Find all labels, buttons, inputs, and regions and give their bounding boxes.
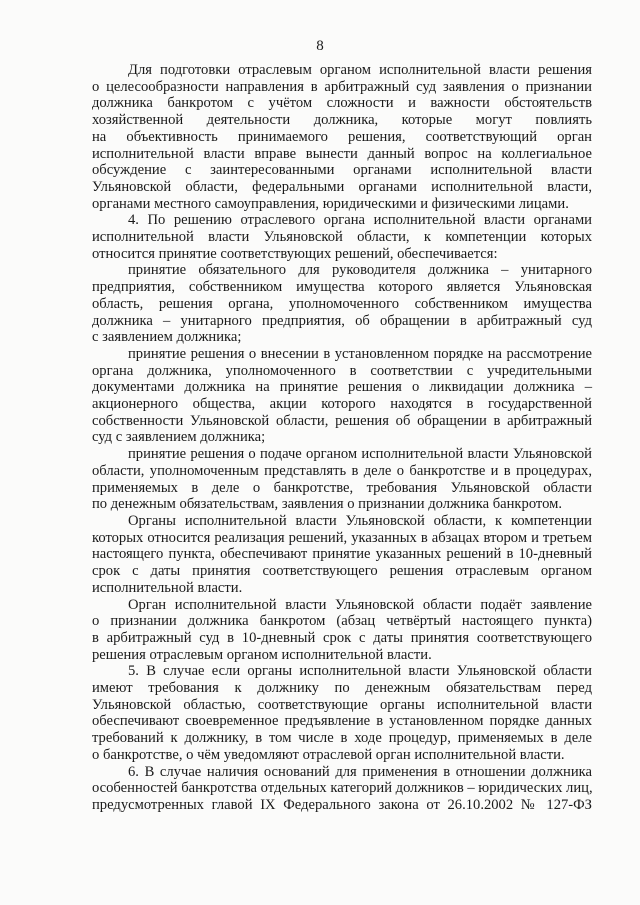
text-line: должника банкротом с учётом сложности и важности обстоятельств — [92, 95, 592, 112]
page-number: 8 — [316, 38, 324, 54]
text-line: исполнительной власти. — [92, 579, 243, 596]
text-line: которых относится реализация решений, указанных в абзацах втором и третьем — [92, 529, 592, 546]
paragraph — [92, 62, 592, 212]
text-line: принятие обязательного для руководителя должника – унитарного — [128, 262, 592, 279]
paragraph — [92, 597, 592, 664]
text-line: собственности Ульяновской области, решения об обращении в арбитражный — [92, 412, 592, 429]
paragraph — [92, 764, 592, 814]
text-line: область, решения органа, уполномоченного собственником имущества — [92, 295, 592, 312]
text-line: исполнительной власти Ульяновской области, к компетенции которых — [92, 229, 592, 246]
text-line: настоящего пункта, обеспечивают принятие указанных решений в 10-дневный — [92, 546, 592, 563]
text-line: 6. В случае наличия оснований для применения в отношении должника — [128, 763, 592, 780]
text-line: Для подготовки отраслевым органом исполнительной власти решения — [128, 62, 592, 78]
text-line: принятие решения о внесении в установленном порядке на рассмотрение — [128, 345, 592, 362]
text-line: 5. В случае если органы исполнительной власти Ульяновской области — [128, 663, 592, 680]
text-line: в арбитражный суд в 10-дневный срок с даты принятия соответствующего — [92, 629, 592, 646]
text-line: хозяйственной деятельности должника, которые могут повлиять — [92, 112, 592, 129]
text-line: органами местного самоуправления, юридическими и физическими лицами. — [92, 195, 569, 212]
text-line: области, уполномоченным представлять в деле о банкротстве и в процедурах, — [92, 462, 592, 479]
text-line: по денежным обязательствам, заявления о признании должника банкротом. — [92, 496, 563, 513]
text-line: предприятия, собственником имущества которого является Ульяновская — [92, 279, 592, 296]
text-line: предусмотренных главой IX Федерального закона от 26.10.2002 № 127-ФЗ — [92, 796, 592, 813]
text-line: органа должника, уполномоченного в соответствии с учредительными — [92, 362, 592, 379]
text-line: Орган исполнительной власти Ульяновской области подаёт заявление — [128, 596, 592, 613]
paragraph — [92, 262, 592, 346]
text-line: особенностей банкротства отдельных категорий должников – юридических лиц, — [92, 780, 593, 797]
text-line: принятие решения о подаче органом исполнительной власти Ульяновской — [128, 446, 592, 463]
text-line: Органы исполнительной власти Ульяновской области, к компетенции — [128, 512, 592, 529]
text-line: акционерного общества, акции которого находятся в государственной — [92, 396, 592, 413]
text-line: суд с заявлением должника; — [92, 429, 266, 446]
text-line: с заявлением должника; — [92, 329, 242, 346]
text-line: решения отраслевым органом исполнительной власти. — [92, 646, 432, 663]
text-line: Ульяновской области, федеральными органами исполнительной власти, — [92, 178, 592, 195]
text-line: срок с даты принятия соответствующего решения отраслевым органом — [92, 563, 592, 580]
text-line: о признании должника банкротом (абзац четвёртый настоящего пункта) — [92, 613, 592, 630]
text-line: должника – унитарного предприятия, об обращении в арбитражный суд — [92, 312, 592, 329]
text-line: на объективность принимаемого решения, соответствующий орган — [92, 128, 592, 145]
text-line: применяемых в деле о банкротстве, требования Ульяновской области — [92, 479, 592, 496]
text-line: обеспечивают своевременное предъявление в установленном порядке данных — [92, 713, 592, 730]
text-line: требований к должнику, в том числе в ходе процедур, применяемых в деле — [92, 730, 592, 747]
text-line: о целесообразности направления в арбитражный суд заявления о признании — [92, 78, 592, 95]
text-line: имеют требования к должнику по денежным обязательствам перед — [92, 680, 592, 697]
document-body — [92, 62, 592, 814]
text-line: исполнительной власти вправе вынести данный вопрос на коллегиальное — [92, 145, 592, 162]
text-line: Ульяновской областью, соответствующие органы исполнительной власти — [92, 696, 592, 713]
paragraph — [92, 513, 592, 597]
paragraph — [92, 446, 592, 513]
paragraph — [92, 663, 592, 763]
text-line: 4. По решению отраслевого органа исполнительной власти органами — [128, 212, 592, 229]
text-line: документами должника на принятие решения о ликвидации должника – — [92, 379, 592, 396]
text-line: относится принятие соответствующих решений, обеспечивается: — [92, 245, 498, 262]
paragraph — [92, 212, 592, 262]
text-line: о банкротстве, о чём уведомляют отраслевой орган исполнительной власти. — [92, 746, 565, 763]
paragraph — [92, 346, 592, 446]
text-line: обсуждение с заинтересованными органами исполнительной власти — [92, 162, 592, 179]
